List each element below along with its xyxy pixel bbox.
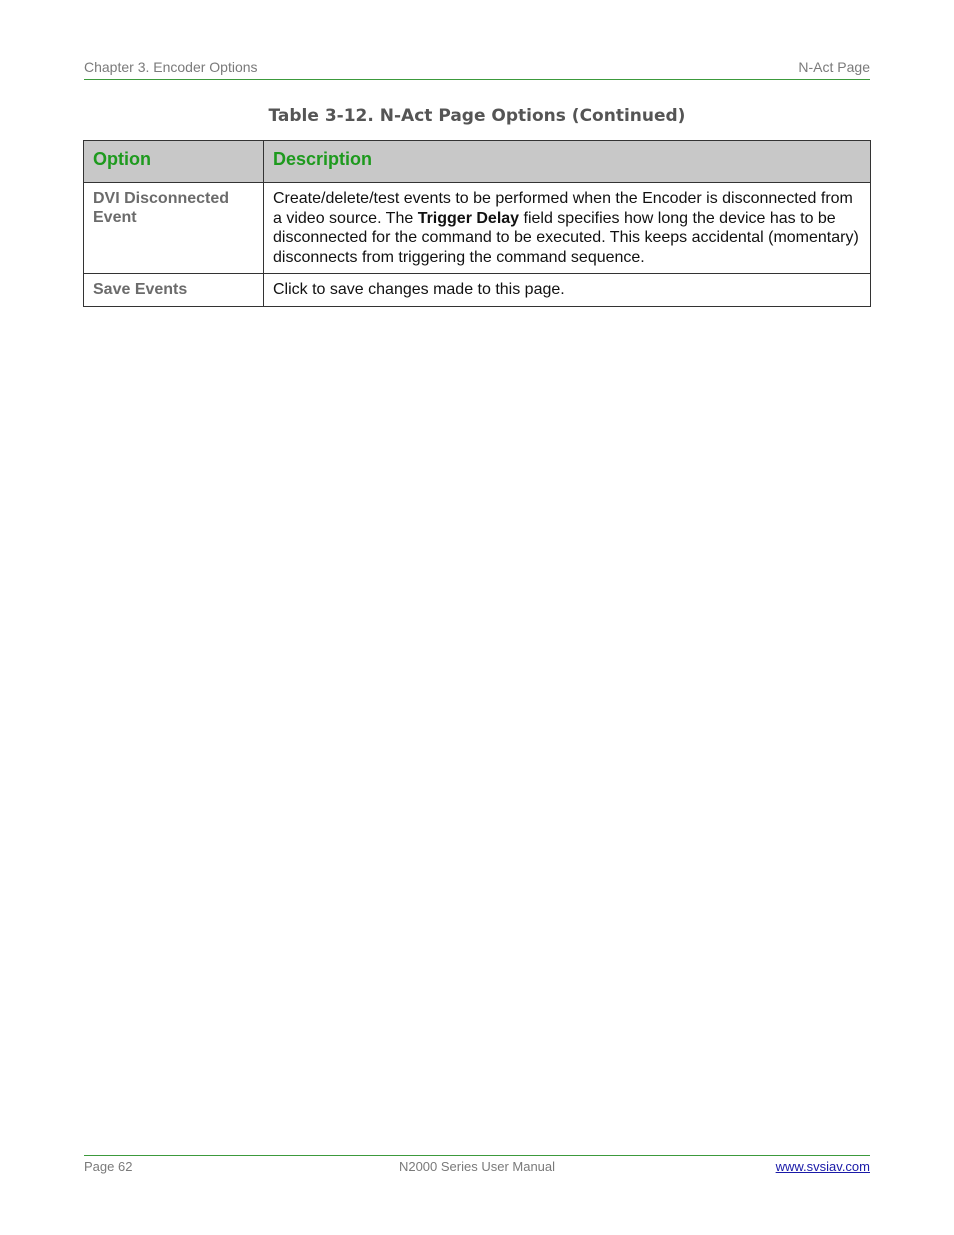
page-number: Page 62 xyxy=(84,1159,133,1174)
section-title: N-Act Page xyxy=(798,59,870,75)
chapter-title: Chapter 3. Encoder Options xyxy=(84,59,258,75)
options-table xyxy=(83,140,871,307)
option-cell: DVI Disconnected Event xyxy=(84,183,264,274)
option-cell: Save Events xyxy=(84,274,264,307)
table-row xyxy=(84,274,871,307)
page-header xyxy=(84,59,870,80)
column-header-option: Option xyxy=(84,141,264,183)
description-bold-term: Trigger Delay xyxy=(417,209,520,227)
table-header-row xyxy=(84,141,871,183)
description-cell xyxy=(264,183,871,274)
page-footer xyxy=(84,1155,870,1176)
manual-title: N2000 Series User Manual xyxy=(398,1159,556,1174)
column-header-description: Description xyxy=(264,141,871,183)
table-row xyxy=(84,183,871,274)
description-cell: Click to save changes made to this page. xyxy=(264,274,871,307)
table-caption: Table 3-12. N-Act Page Options (Continued) xyxy=(268,106,686,126)
description-text: field specifies how long the device has to be disconnected for the command to be executed. This keeps accidental (momentary) disconnects from triggering the command sequence. xyxy=(273,209,859,266)
description-text: Create/delete/test events to be performed when the Encoder is disconnected from a video source. The xyxy=(273,190,853,227)
website-link[interactable]: www.svsiav.com xyxy=(775,1159,870,1174)
